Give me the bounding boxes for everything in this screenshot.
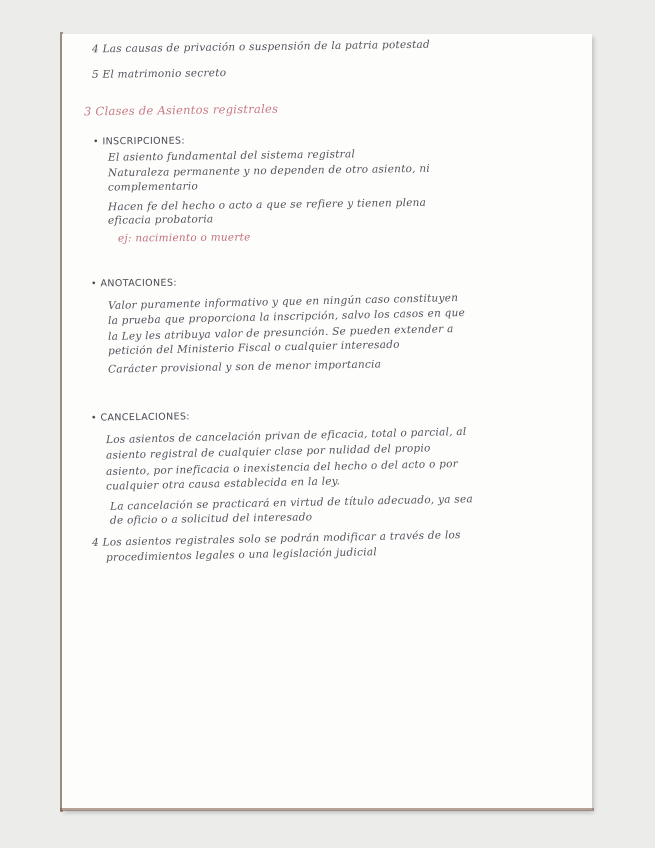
- list-item-5: 5 El matrimonio secreto: [91, 67, 227, 81]
- anotaciones-heading: • ANOTACIONES:: [90, 277, 178, 290]
- inscripciones-line-4: Hacen fe del hecho o acto a que se refiere y tienen plena: [107, 196, 427, 214]
- cancelaciones-line-4: cualquier otra causa establecida en la ley.: [105, 475, 341, 493]
- paper-bottom-edge: [60, 808, 594, 811]
- inscripciones-line-2: Naturaleza permanente y no dependen de otro asiento, ni: [107, 162, 431, 180]
- anotaciones-line-2: la prueba que proporciona la inscripción, salvo los casos en que: [107, 306, 466, 328]
- asientos-modificacion-line-1: 4 Los asientos registrales solo se podrán modificar a través de los: [91, 529, 461, 549]
- cancelaciones-line-1: Los asientos de cancelación privan de eficacia, total o parcial, al: [105, 425, 467, 447]
- list-item-4: 4 Las causas de privación o suspensión de la patria potestad: [91, 38, 431, 56]
- section-title: 3 Clases de Asientos registrales: [83, 101, 279, 119]
- cancelaciones-line-3: asiento, por ineficacia o inexistencia del hecho o del acto o por: [105, 458, 459, 478]
- inscripciones-line-3: complementario: [107, 180, 199, 194]
- inscripciones-example: ej: nacimiento o muerte: [117, 231, 251, 245]
- cancelaciones-heading: • CANCELACIONES:: [90, 411, 191, 424]
- inscripciones-line-1: El asiento fundamental del sistema registral: [107, 148, 356, 164]
- anotaciones-line-1: Valor puramente informativo y que en ningún caso constituyen: [107, 292, 459, 312]
- asientos-modificacion-line-2: procedimientos legales o una legislación judicial: [105, 546, 378, 564]
- cancelaciones-line-6: de oficio o a solicitud del interesado: [109, 511, 313, 527]
- inscripciones-line-5: eficacia probatoria: [107, 213, 214, 227]
- cancelaciones-line-5: La cancelación se practicará en virtud de título adecuado, ya sea: [109, 493, 474, 513]
- anotaciones-line-5: Carácter provisional y son de menor importancia: [107, 358, 382, 376]
- anotaciones-line-4: petición del Ministerio Fiscal o cualquier interesado: [107, 338, 400, 358]
- cancelaciones-line-2: asiento registral de cualquier clase por nulidad del propio: [105, 442, 431, 462]
- inscripciones-heading: • INSCRIPCIONES:: [92, 135, 186, 148]
- anotaciones-line-3: la Ley les atribuya valor de presunción. Se pueden extender a: [107, 323, 454, 343]
